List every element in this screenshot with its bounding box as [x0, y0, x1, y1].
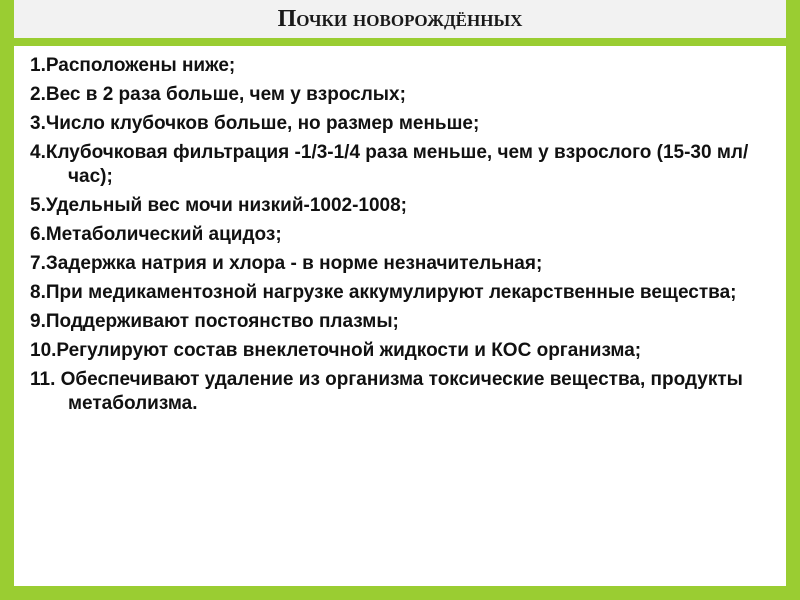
list-item: 11. Обеспечивают удаление из организма токсические вещества, продукты метаболизма.	[30, 369, 743, 414]
list-item: 4.Клубочковая фильтрация -1/3-1/4 раза меньше, чем у взрослого (15-30 мл/час);	[30, 142, 749, 187]
list-item: 3.Число клубочков больше, но размер меньше;	[30, 113, 480, 134]
list-item: 10.Регулируют состав внеклеточной жидкости и КОС организма;	[30, 340, 642, 361]
list-item: 5.Удельный вес мочи низкий-1002-1008;	[30, 195, 408, 216]
list-item: 9.Поддерживают постоянство плазмы;	[30, 311, 399, 332]
list-item: 8.При медикаментозной нагрузке аккумулируют лекарственные вещества;	[30, 282, 737, 303]
frame-left-border	[0, 0, 14, 600]
frame-bottom-border	[0, 586, 800, 600]
list-item: 7.Задержка натрия и хлора - в норме незначительная;	[30, 253, 543, 274]
facts-list	[30, 54, 770, 416]
content-area	[30, 54, 770, 574]
list-item: 2.Вес в 2 раза больше, чем у взрослых;	[30, 84, 406, 105]
page-title: Почки новорождённых	[277, 6, 523, 32]
list-item: 1.Расположены ниже;	[30, 55, 236, 76]
frame-right-border	[786, 0, 800, 600]
list-item: 6.Метаболический ацидоз;	[30, 224, 282, 245]
title-divider	[14, 38, 786, 46]
